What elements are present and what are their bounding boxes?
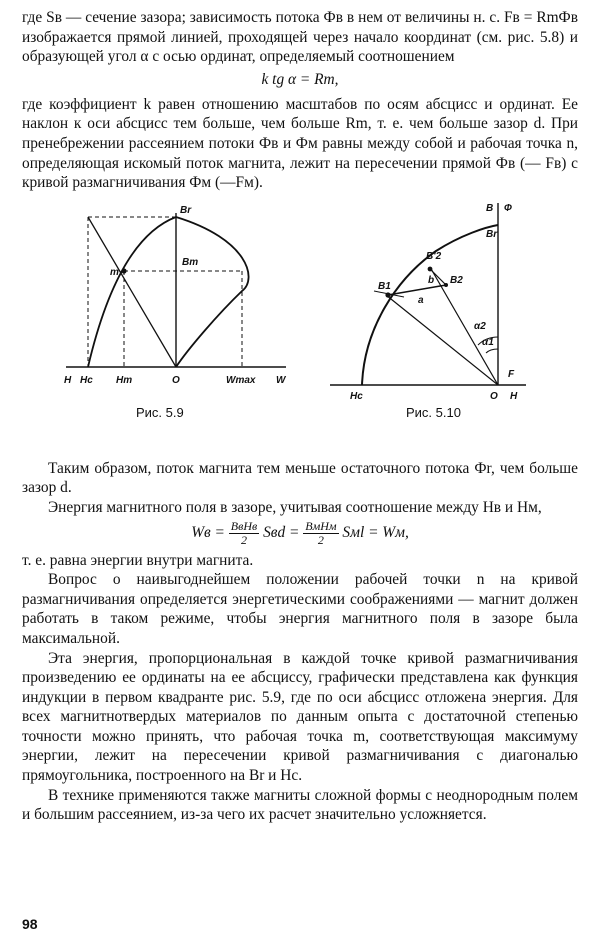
label-o: O	[172, 374, 180, 386]
formula2-mid1: Sвd =	[263, 523, 300, 541]
label-hc: Hc	[350, 390, 363, 402]
label-b: B	[486, 202, 494, 214]
point-b2	[444, 283, 448, 287]
paragraph-6: Вопрос о наивыгоднейшем положении рабочей точки n на кривой размагничивания определяется энергетическими соображениями — магнит должен работать в таком режиме, чтобы энергия магнитного поля в зазоре была максимальной.	[22, 571, 578, 647]
formula2-frac1	[229, 520, 259, 547]
label-b1: B1	[378, 280, 391, 292]
caption-5-10: Рис. 5.10	[406, 404, 461, 420]
paragraph-2: где коэффициент k равен отношению масштабов по осям абсцисс и ординат. Ее наклон к оси абсцисс тем больше, чем больше Rm, т. е. чем больше зазор d. При пренебрежении рассеянием потоки Фв и Фм равны между собой и рабочая точка n, определяющая искомый поток магнита, лежит на пересечении прямой Фв (— Fв) с кривой размагничивания Фм (—Fм).	[22, 95, 578, 192]
label-o: O	[490, 390, 498, 402]
paragraph-7: Эта энергия, пропорциональная в каждой точке кривой размагничивания произведению ее ординаты на ее абсциссу, графически представлена как функция индукции в первом квадранте рис. 5.9, где по оси абсцисс отложена энергия. Для всех магнитнотвердых материалов по данным опыта с достаточной степенью точности можно принять, что рабочая точка m, соответствующая максимуму энергии, лежит на пересечении кривой размагничивания с диагональю прямоугольника, построенного на Br и Hc.	[22, 649, 578, 785]
point-b1	[385, 292, 390, 297]
label-h: H	[510, 390, 518, 402]
paragraph-3: Таким образом, поток магнита тем меньше остаточного потока Фr, чем больше зазор d.	[22, 459, 578, 497]
demag-curve	[362, 225, 498, 385]
figure-5-9	[58, 199, 298, 419]
label-phi: Ф	[504, 202, 512, 214]
frac1-den: 2	[241, 532, 247, 547]
formula2-lhs: Wв =	[191, 523, 225, 541]
figure-5-9-diagram	[58, 199, 298, 419]
label-alpha2: α2	[474, 320, 486, 332]
label-m: m	[110, 266, 119, 278]
figures-row	[22, 199, 578, 455]
frac1-num: BвHв	[230, 518, 258, 533]
point-b2p	[428, 266, 433, 271]
diagonal-line	[88, 217, 176, 367]
label-f: F	[508, 368, 515, 380]
frac2-den: 2	[317, 532, 324, 547]
book-page	[22, 8, 578, 825]
point-m	[121, 268, 126, 273]
label-alpha1: α1	[482, 336, 494, 348]
formula2-mid2: Sмl = Wм,	[342, 523, 409, 541]
paragraph-8: В технике применяются также магниты сложной формы с неоднородным полем и большим рассеянием, из-за чего их расчет значительно усложняется.	[22, 786, 578, 824]
label-b2: B2	[450, 274, 463, 286]
label-br: Br	[180, 204, 192, 216]
energy-curve	[176, 217, 249, 367]
label-b-small: b	[428, 274, 435, 286]
label-hm: Hm	[116, 374, 133, 386]
paragraph-5: т. е. равна энергии внутри магнита.	[22, 551, 254, 569]
arc-alpha1	[486, 349, 498, 353]
label-hc: Hc	[80, 374, 93, 386]
formula-energy	[22, 520, 578, 547]
label-a: a	[418, 294, 424, 306]
formula2-frac2	[303, 520, 338, 547]
frac2-num: BмHм	[305, 518, 337, 533]
label-br: Br	[486, 228, 498, 240]
figure-5-10-diagram	[326, 199, 556, 419]
caption-5-9: Рис. 5.9	[136, 404, 184, 420]
label-bm: Bm	[182, 256, 199, 268]
label-wmax: Wmax	[226, 374, 256, 386]
paragraph-4: Энергия магнитного поля в зазоре, учитывая соотношение между Hв и Hм,	[48, 498, 542, 516]
line-alpha2	[430, 267, 498, 385]
label-b2p: B'2	[426, 250, 442, 262]
page-number: 98	[22, 916, 38, 932]
formula-k-tg-alpha: k tg α = Rm,	[261, 70, 339, 88]
figure-5-10	[326, 199, 556, 419]
paragraph-1: где Sв — сечение зазора; зависимость потока Фв в нем от величины н. с. Fв = RmФв изображается прямой линией, проходящей через начало координат (см. рис. 5.8) и образующей угол α с осью ординат, определяемый соотношением	[22, 9, 578, 66]
label-h: H	[64, 374, 72, 386]
label-w: W	[276, 374, 286, 386]
